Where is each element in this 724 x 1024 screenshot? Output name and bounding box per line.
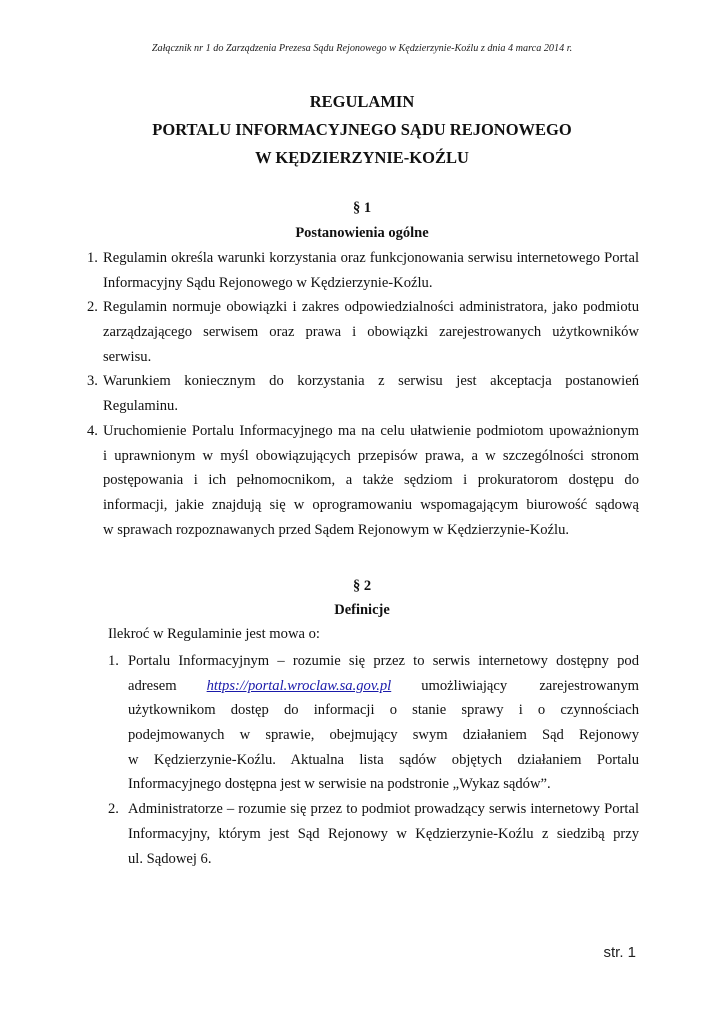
item-number: 3. <box>87 373 98 390</box>
link-followup: umożliwiający zarejestrowanym <box>421 677 639 694</box>
list-item <box>108 797 639 871</box>
address-label: adresem <box>128 677 177 694</box>
list-item <box>108 649 639 797</box>
item-line: serwisu. <box>103 348 152 365</box>
item-number: 1. <box>87 250 98 266</box>
item-line: w Kędzierzynie-Koźlu. Aktualna lista sądów objętych działaniem Portalu <box>128 751 639 768</box>
list-item <box>87 295 639 369</box>
title-line-1: REGULAMIN <box>309 92 415 111</box>
item-line: podejmowanych w sprawie, obejmujący swym działaniem Sąd Rejonowy <box>128 727 639 744</box>
item-line: Regulamin normuje obowiązki i zakres odpowiedzialności administratora, jako podmiotu <box>103 299 639 316</box>
item-number: 2. <box>108 801 119 818</box>
item-line: Informacyjny Sądu Rejonowego w Kędzierzynie-Koźlu. <box>103 274 433 291</box>
section-2-heading: Definicje <box>334 602 390 618</box>
section-2-number: § 2 <box>352 578 372 594</box>
portal-link[interactable]: https://portal.wroclaw.sa.gov.pl <box>206 677 392 694</box>
item-number: 4. <box>87 422 98 439</box>
item-line: zarządzającego serwisem oraz prawa i obowiązki zarejestrowanych użytkowników <box>103 324 639 341</box>
attachment-note: Załącznik nr 1 do Zarządzenia Prezesa Sądu Rejonowego w Kędzierzynie-Koźlu z dnia 4 marca 2014 r. <box>151 43 573 54</box>
item-line: Informacyjny, którym jest Sąd Rejonowy w Kędzierzynie-Koźlu z siedzibą przy <box>128 825 639 842</box>
item-line: Administratorze – rozumie się przez to podmiot prowadzący serwis internetowy Portal <box>128 801 639 818</box>
section-2-list <box>108 649 639 871</box>
item-line: Warunkiem koniecznym do korzystania z serwisu jest akceptacja postanowień <box>103 373 639 390</box>
page-number: str. 1 <box>603 944 636 961</box>
definitions-intro: Ilekroć w Regulaminie jest mowa o: <box>108 626 320 642</box>
item-line: ul. Sądowej 6. <box>128 850 212 867</box>
item-line: postępowania i ich pełnomocnikom, a także sędziom i prokuratorom dostępu do <box>103 472 639 489</box>
item-line: Informacyjnego dostępna jest w serwisie na podstronie „Wykaz sądów”. <box>128 776 551 793</box>
item-line: informacji, jakie znajdują się w oprogramowaniu wspomagającym biurowość sądową <box>103 496 639 513</box>
item-number: 2. <box>87 299 98 316</box>
item-line: w sprawach rozpoznawanych przed Sądem Rejonowym w Kędzierzynie-Koźlu. <box>103 521 570 538</box>
title-line-2: PORTALU INFORMACYJNEGO SĄDU REJONOWEGO <box>152 120 572 139</box>
section-1-number: § 1 <box>352 200 372 216</box>
item-number: 1. <box>108 653 119 669</box>
document-title <box>0 88 724 172</box>
item-line: Regulamin określa warunki korzystania oraz funkcjonowania serwisu internetowego Portal <box>103 250 639 266</box>
item-line-with-link <box>128 674 639 699</box>
section-1-heading: Postanowienia ogólne <box>295 225 429 241</box>
title-line-3: W KĘDZIERZYNIE-KOŹLU <box>255 148 469 167</box>
list-item <box>87 246 639 295</box>
list-item <box>87 369 639 418</box>
item-line: Regulaminu. <box>103 398 178 415</box>
list-item <box>87 419 639 542</box>
item-line: użytkownikom dostęp do informacji o stanie sprawy i o czynnościach <box>128 702 639 719</box>
item-line: i uprawnionym w myśl obowiązujących przepisów prawa, a w szczególności stronom <box>103 447 639 464</box>
section-1-list <box>87 246 639 542</box>
item-line: Uruchomienie Portalu Informacyjnego ma na celu ułatwienie podmiotom upoważnionym <box>103 422 639 439</box>
item-line: Portalu Informacyjnym – rozumie się przez to serwis internetowy dostępny pod <box>128 653 639 669</box>
